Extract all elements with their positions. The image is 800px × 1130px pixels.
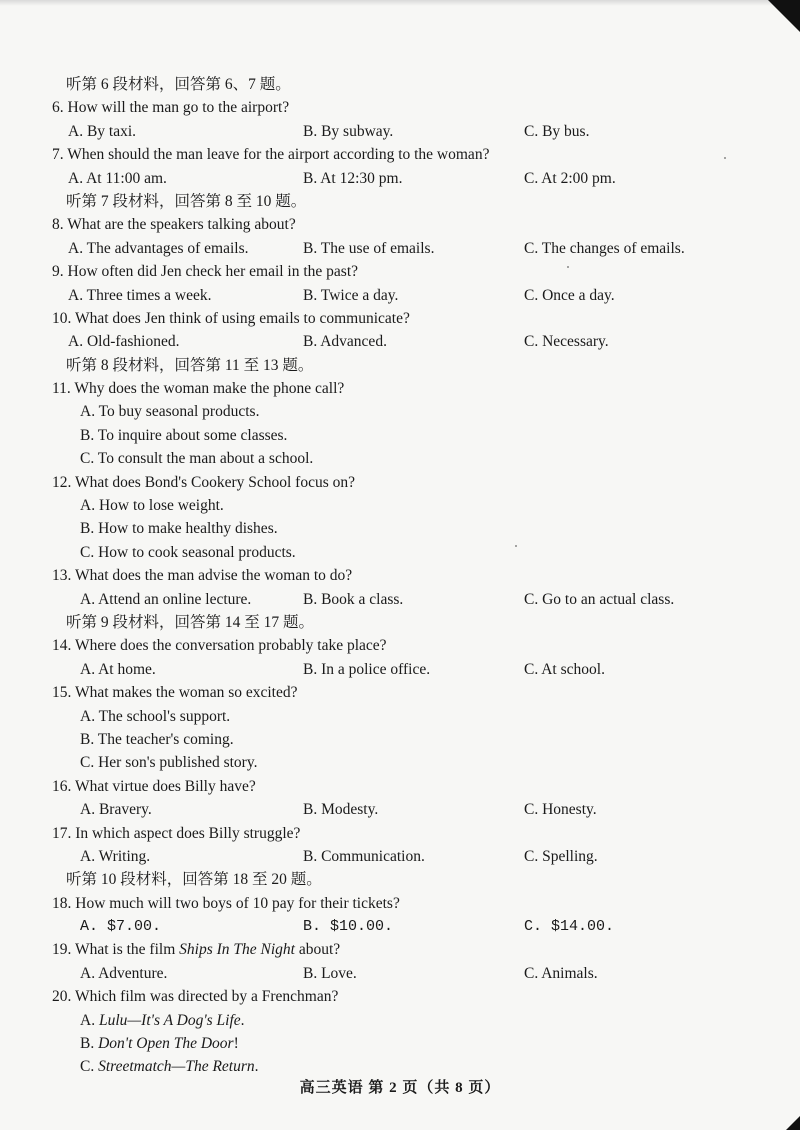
option-a: A. $7.00. [80, 918, 162, 936]
section-heading-7: 听第 7 段材料，回答第 8 至 10 题。 [66, 192, 307, 210]
scan-speck [724, 157, 726, 159]
section-heading-8: 听第 8 段材料，回答第 11 至 13 题。 [66, 356, 314, 374]
question-7-options [0, 167, 800, 190]
question-14: 14. Where does the conversation probably take place? [52, 637, 387, 655]
question-11-option-a: A. To buy seasonal products. [80, 403, 260, 421]
option-c: C. The changes of emails. [524, 239, 685, 257]
option-c: C. At school. [524, 660, 605, 678]
option-a: A. At 11:00 am. [68, 169, 167, 187]
option-b: B. At 12:30 pm. [303, 169, 403, 187]
option-a: A. Attend an online lecture. [80, 590, 252, 608]
question-20: 20. Which film was directed by a Frenchman? [52, 988, 339, 1006]
option-b: B. Communication. [303, 847, 425, 865]
question-12-option-b: B. How to make healthy dishes. [80, 520, 278, 538]
option-c: C. Once a day. [524, 286, 615, 304]
option-b: B. Book a class. [303, 590, 404, 608]
question-20-option-b [0, 1032, 800, 1055]
question-6: 6. How will the man go to the airport? [52, 99, 290, 117]
question-8-options [0, 237, 800, 260]
option-c: C. $14.00. [524, 918, 615, 936]
option-b: B. Advanced. [303, 333, 387, 351]
option-b: B. Modesty. [303, 801, 379, 819]
option-a: A. Old-fashioned. [68, 333, 180, 351]
option-b: B. The use of emails. [303, 239, 435, 257]
question-16-options [0, 798, 800, 821]
option-c: C. Animals. [524, 964, 598, 982]
question-19 [0, 938, 800, 961]
option-letter: B. [80, 1035, 99, 1053]
punctuation: . [240, 1011, 245, 1029]
option-b: B. Twice a day. [303, 286, 399, 304]
option-c: C. Go to an actual class. [524, 590, 675, 608]
question-18-options [0, 915, 800, 938]
film-title: Ships In The Night [179, 941, 295, 959]
question-15: 15. What makes the woman so excited? [52, 684, 298, 702]
question-16: 16. What virtue does Billy have? [52, 777, 256, 795]
option-letter: A. [80, 1011, 99, 1029]
option-a: A. Bravery. [80, 801, 152, 819]
question-12: 12. What does Bond's Cookery School focus on? [52, 473, 355, 491]
option-letter: C. [80, 1058, 99, 1076]
option-c: C. Honesty. [524, 801, 597, 819]
punctuation: ! [233, 1035, 239, 1053]
question-9-options [0, 284, 800, 307]
question-13-options [0, 588, 800, 611]
question-11: 11. Why does the woman make the phone call? [52, 380, 345, 398]
section-heading-10: 听第 10 段材料，回答第 18 至 20 题。 [66, 871, 322, 889]
page-corner-top [768, 0, 800, 32]
question-7: 7. When should the man leave for the airport according to the woman? [52, 146, 490, 164]
page-corner-bottom [786, 1116, 800, 1130]
question-19-options [0, 962, 800, 985]
question-10: 10. What does Jen think of using emails to communicate? [52, 309, 410, 327]
question-19-text-end: about? [294, 941, 341, 959]
film-title: Don't Open The Door [98, 1035, 234, 1053]
punctuation: . [254, 1058, 259, 1076]
option-b: B. $10.00. [303, 918, 394, 936]
page-top-edge [0, 0, 790, 6]
option-b: B. Love. [303, 964, 357, 982]
question-11-option-b: B. To inquire about some classes. [80, 426, 288, 444]
option-c: C. At 2:00 pm. [524, 169, 616, 187]
question-6-options [0, 120, 800, 143]
question-13: 13. What does the man advise the woman to do? [52, 567, 353, 585]
option-c: C. Necessary. [524, 333, 609, 351]
question-12-option-a: A. How to lose weight. [80, 497, 224, 515]
film-title: Streetmatch—The Return [98, 1058, 255, 1076]
section-heading-6: 听第 6 段材料，回答第 6、7 题。 [66, 76, 291, 93]
option-c: C. By bus. [524, 122, 590, 140]
question-10-options [0, 330, 800, 353]
option-a: A. Three times a week. [68, 286, 212, 304]
film-title: Lulu—It's A Dog's Life [98, 1011, 241, 1029]
scan-speck [567, 266, 569, 268]
section-heading-9: 听第 9 段材料，回答第 14 至 17 题。 [66, 613, 315, 631]
option-a: A. By taxi. [68, 122, 137, 140]
question-17: 17. In which aspect does Billy struggle? [52, 824, 301, 842]
scan-speck [515, 545, 517, 547]
option-b: B. By subway. [303, 122, 394, 140]
question-18: 18. How much will two boys of 10 pay for their tickets? [52, 894, 400, 912]
question-14-options [0, 658, 800, 681]
question-19-text: 19. What is the film [52, 941, 180, 959]
option-a: A. At home. [80, 660, 156, 678]
option-a: A. Adventure. [80, 964, 168, 982]
option-a: A. The advantages of emails. [68, 239, 249, 257]
question-9: 9. How often did Jen check her email in the past? [52, 263, 359, 281]
option-c: C. Spelling. [524, 847, 598, 865]
question-11-option-c: C. To consult the man about a school. [80, 450, 314, 468]
exam-page-content [0, 73, 800, 1079]
question-20-option-a [0, 1009, 800, 1032]
question-15-option-b: B. The teacher's coming. [80, 730, 234, 748]
question-15-option-a: A. The school's support. [80, 707, 231, 725]
question-17-options [0, 845, 800, 868]
question-12-option-c: C. How to cook seasonal products. [80, 543, 296, 561]
question-15-option-c: C. Her son's published story. [80, 754, 258, 772]
option-b: B. In a police office. [303, 660, 431, 678]
question-8: 8. What are the speakers talking about? [52, 216, 296, 234]
option-a: A. Writing. [80, 847, 151, 865]
page-footer: 高三英语 第 2 页（共 8 页） [299, 1080, 501, 1096]
